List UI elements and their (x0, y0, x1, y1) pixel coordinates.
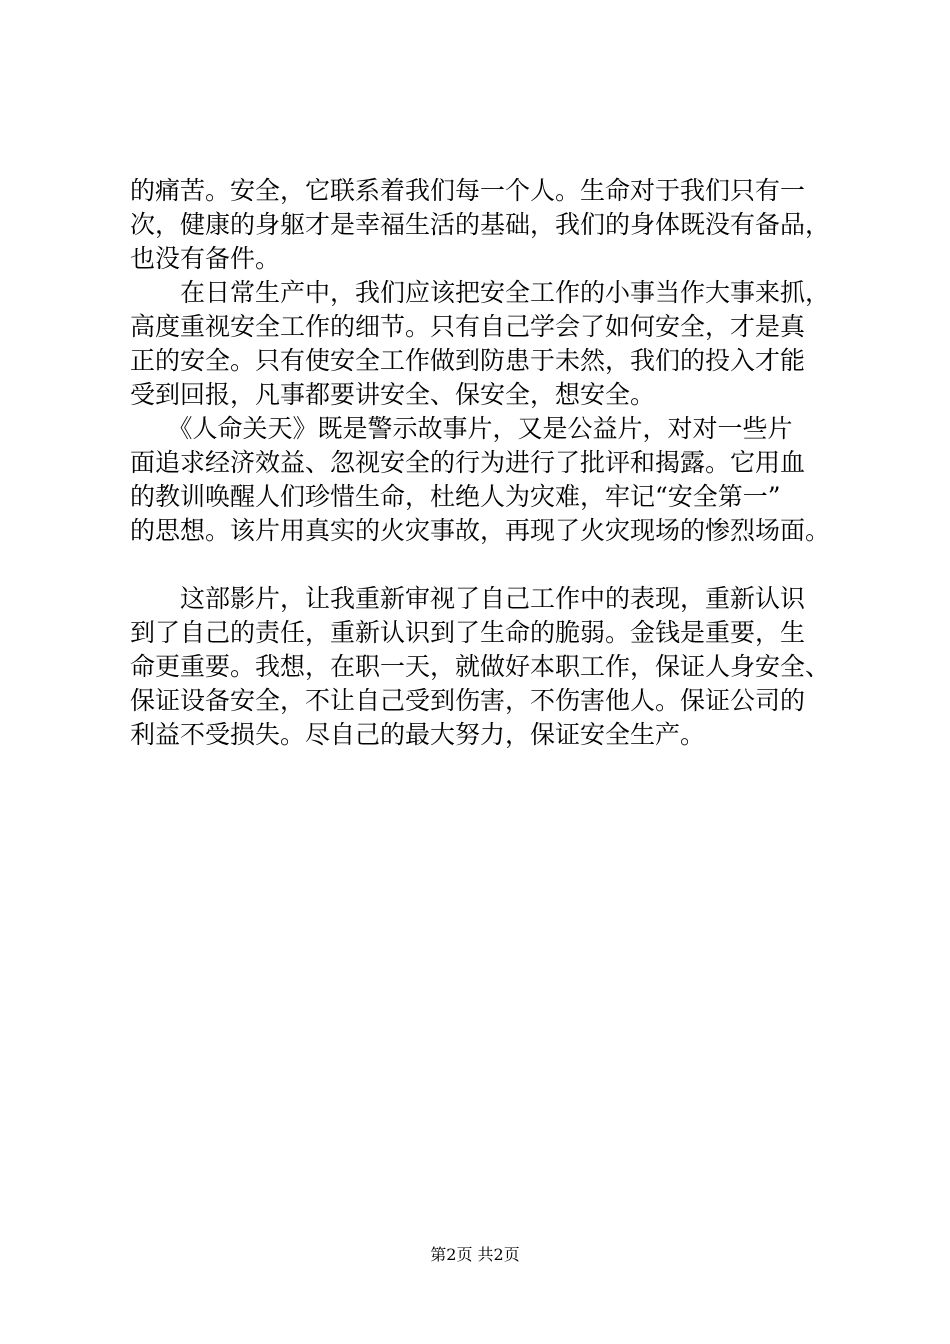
text-line: 次，健康的身躯才是幸福生活的基础，我们的身体既没有备品， (130, 210, 831, 239)
paragraph-1 (130, 174, 830, 276)
text-line: 在日常生产中，我们应该把安全工作的小事当作大事来抓， (130, 278, 831, 307)
text-line: 面追求经济效益、忽视安全的行为进行了批评和揭露。它用血 (130, 448, 806, 477)
text-line: 的思想。该片用真实的火灾事故，再现了火灾现场的惨烈场面。 (130, 516, 831, 545)
text-line: 的痛苦。安全，它联系着我们每一个人。生命对于我们只有一 (130, 176, 806, 205)
paragraph-3 (130, 412, 830, 548)
paragraph-gap (130, 548, 830, 582)
page-footer: 第2页 共2页 (430, 1245, 520, 1264)
text-line: 受到回报，凡事都要讲安全、保安全，想安全。 (130, 380, 656, 409)
text-line: 保证设备安全，不让自己受到伤害，不伤害他人。保证公司的 (130, 686, 806, 715)
document-body (130, 174, 830, 752)
paragraph-4 (130, 582, 830, 752)
text-line: 也没有备件。 (130, 244, 281, 273)
text-line: 到了自己的责任，重新认识到了生命的脆弱。金钱是重要，生 (130, 618, 806, 647)
paragraph-2 (130, 276, 830, 412)
text-line: 这部影片，让我重新审视了自己工作中的表现，重新认识 (130, 584, 806, 613)
text-line: 高度重视安全工作的细节。只有自己学会了如何安全，才是真 (130, 312, 806, 341)
text-line: 命更重要。我想，在职一天，就做好本职工作，保证人身安全、 (130, 652, 831, 681)
text-line: 利益不受损失。尽自己的最大努力，保证安全生产。 (130, 720, 706, 749)
text-line: 《人命关天》既是警示故事片，又是公益片，对对一些片 (130, 414, 793, 443)
text-line: 的教训唤醒人们珍惜生命，杜绝人为灾难，牢记“安全第一” (130, 482, 781, 511)
text-line: 正的安全。只有使安全工作做到防患于未然，我们的投入才能 (130, 346, 806, 375)
